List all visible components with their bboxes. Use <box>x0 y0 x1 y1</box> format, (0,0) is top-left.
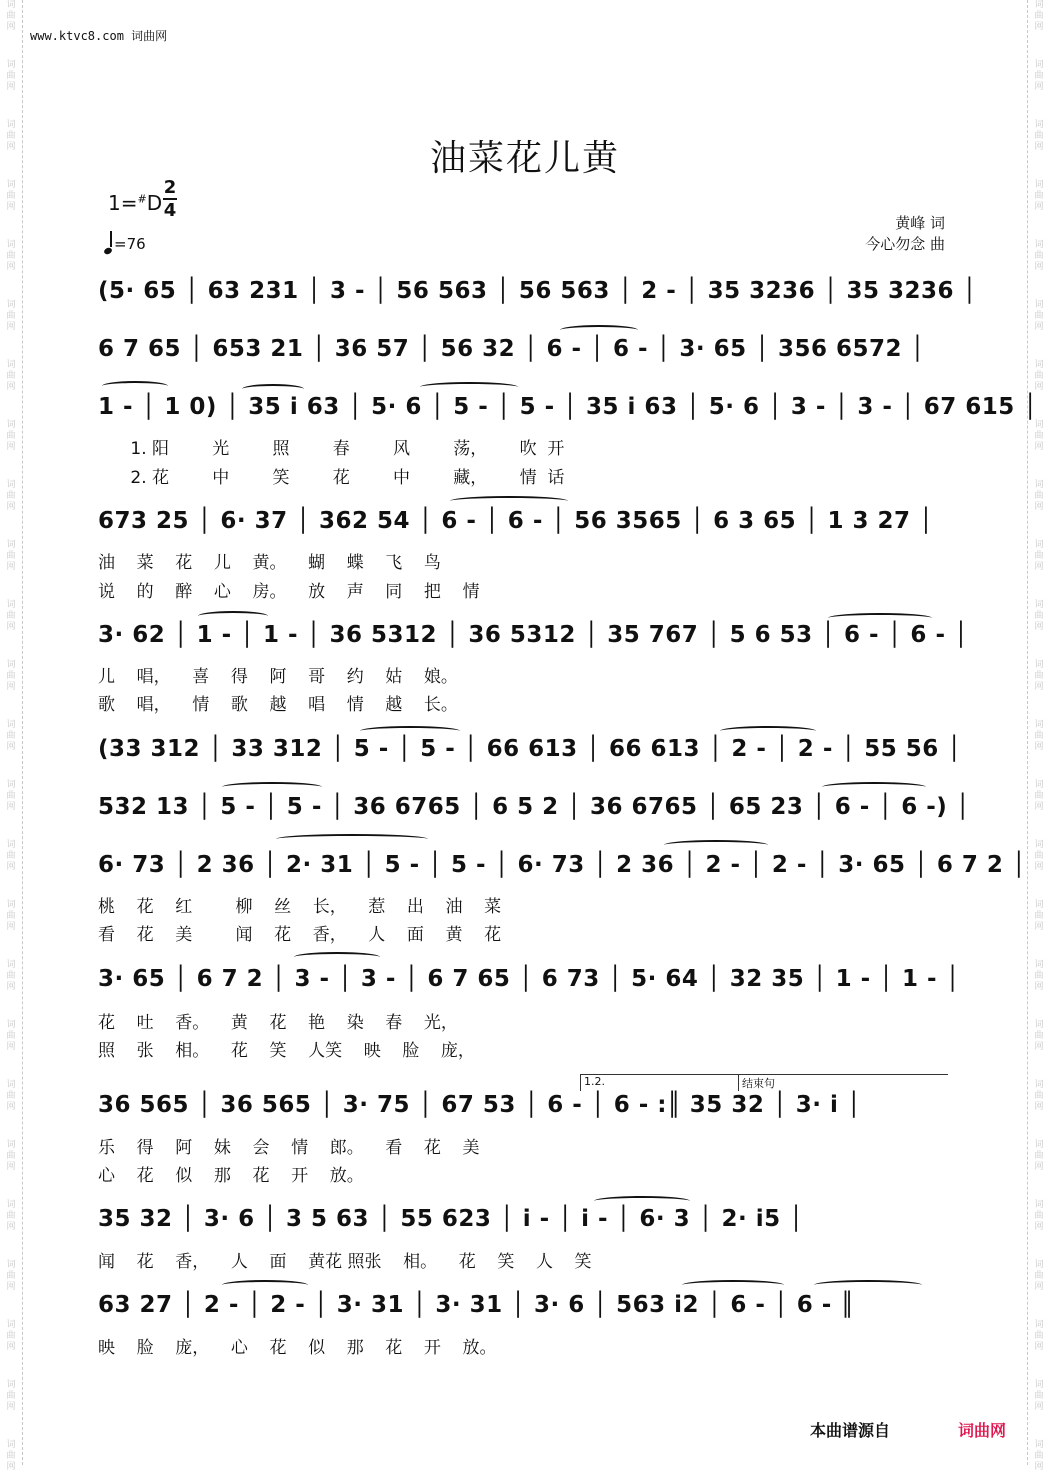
slur-mark <box>360 726 460 736</box>
lyric-line: 1. 阳 光 照 春 风 荡， 吹 开 <box>98 439 565 459</box>
score-line-12: 63 27 │ 2 - │ 2 - │ 3· 31 │ 3· 31 │ 3· 6 │ 563 i2 │ 6 - │ 6 - ║ <box>98 1292 855 1318</box>
slur-mark <box>682 1280 784 1290</box>
slur-mark <box>420 382 518 392</box>
watermark-text: 词 曲 网 <box>6 900 16 932</box>
watermark-text: 词 曲 网 <box>1034 1260 1044 1292</box>
footer-source-label: 本曲谱源自 <box>810 1421 891 1440</box>
slur-mark <box>560 325 638 335</box>
watermark-text: 词 曲 网 <box>6 600 16 632</box>
composer-credit: 今心勿念 曲 <box>865 235 945 253</box>
right-watermark-strip <box>1027 0 1050 1472</box>
slur-mark <box>198 611 268 621</box>
key-signature: 1=#D <box>108 191 163 215</box>
watermark-text: 词 曲 网 <box>1034 720 1044 752</box>
slur-mark <box>828 613 932 623</box>
watermark-text: 词 曲 网 <box>6 780 16 812</box>
watermark-text: 词 曲 网 <box>6 1380 16 1412</box>
lyricist-credit: 黄峰 词 <box>895 214 945 232</box>
lyric-line: 说 的 醉 心 房。 放 声 同 把 情 <box>98 582 480 602</box>
watermark-text: 词 曲 网 <box>1034 960 1044 992</box>
watermark-text: 词 曲 网 <box>6 300 16 332</box>
watermark-text: 词 曲 网 <box>6 180 16 212</box>
footer-brand-link[interactable]: 词曲网 <box>958 1421 1007 1440</box>
lyric-line: 儿 唱， 喜 得 阿 哥 约 姑 娘。 <box>98 667 458 687</box>
watermark-text: 词 曲 网 <box>6 1140 16 1172</box>
site-url: www.ktvc8.com 词曲网 <box>30 29 168 43</box>
slur-mark <box>222 782 322 792</box>
watermark-text: 词 曲 网 <box>1034 1440 1044 1472</box>
watermark-text: 词 曲 网 <box>6 0 16 32</box>
watermark-text: 词 曲 网 <box>1034 660 1044 692</box>
slur-mark <box>276 834 428 844</box>
slur-mark <box>222 1280 308 1290</box>
lyric-line: 花 吐 香。 黄 花 艳 染 春 光， <box>98 1013 458 1033</box>
lyric-line: 桃 花 红 柳 丝 长， 惹 出 油 菜 <box>98 897 502 917</box>
score-line-6: (33 312 │ 33 312 │ 5 - │ 5 - │ 66 613 │ 66 613 │ 2 - │ 2 - │ 55 56 │ <box>98 736 962 762</box>
slur-mark <box>594 1196 690 1206</box>
watermark-text: 词 曲 网 <box>6 1320 16 1352</box>
watermark-text: 词 曲 网 <box>1034 0 1044 32</box>
watermark-text: 词 曲 网 <box>6 840 16 872</box>
slur-mark <box>102 381 168 391</box>
watermark-text: 词 曲 网 <box>1034 360 1044 392</box>
score-line-7: 532 13 │ 5 - │ 5 - │ 36 6765 │ 6 5 2 │ 36 6765 │ 65 23 │ 6 - │ 6 -) │ <box>98 794 971 820</box>
ending-bracket: 结束句 <box>738 1074 948 1091</box>
watermark-text: 词 曲 网 <box>6 1200 16 1232</box>
score-line-3: 1 - │ 1 0) │ 35 i 63 │ 5· 6 │ 5 - │ 5 - │ 35 i 63 │ 5· 6 │ 3 - │ 3 - │ 67 615 │ <box>98 394 1038 420</box>
tempo-marking: =76 <box>104 233 146 253</box>
lyric-line: 歌 唱， 情 歌 越 唱 情 越 长。 <box>98 695 458 715</box>
watermark-text: 词 曲 网 <box>6 540 16 572</box>
score-line-9: 3· 65 │ 6 7 2 │ 3 - │ 3 - │ 6 7 65 │ 6 73 │ 5· 64 │ 32 35 │ 1 - │ 1 - │ <box>98 966 960 992</box>
watermark-text: 词 曲 网 <box>6 660 16 692</box>
watermark-text: 词 曲 网 <box>6 1020 16 1052</box>
watermark-text: 词 曲 网 <box>6 1080 16 1112</box>
time-signature: 2 4 <box>163 177 177 221</box>
score-line-4: 673 25 │ 6· 37 │ 362 54 │ 6 - │ 6 - │ 56 3565 │ 6 3 65 │ 1 3 27 │ <box>98 508 934 534</box>
score-line-8: 6· 73 │ 2 36 │ 2· 31 │ 5 - │ 5 - │ 6· 73 │ 2 36 │ 2 - │ 2 - │ 3· 65 │ 6 7 2 │ <box>98 852 1027 878</box>
watermark-text: 词 曲 网 <box>1034 1320 1044 1352</box>
watermark-text: 词 曲 网 <box>6 1440 16 1472</box>
lyric-line: 油 菜 花 儿 黄。 蝴 蝶 飞 鸟 <box>98 553 441 573</box>
slur-mark <box>450 496 568 506</box>
watermark-text: 词 曲 网 <box>6 420 16 452</box>
watermark-text: 词 曲 网 <box>1034 1380 1044 1412</box>
slur-mark <box>822 782 926 792</box>
lyric-line: 乐 得 阿 妹 会 情 郎。 看 花 美 <box>98 1138 480 1158</box>
watermark-text: 词 曲 网 <box>1034 120 1044 152</box>
song-title: 油菜花儿黄 <box>429 138 620 179</box>
watermark-text: 词 曲 网 <box>6 1260 16 1292</box>
watermark-text: 词 曲 网 <box>1034 180 1044 212</box>
watermark-text: 词 曲 网 <box>1034 840 1044 872</box>
watermark-text: 词 曲 网 <box>1034 1200 1044 1232</box>
lyric-line: 看 花 美 闻 花 香， 人 面 黄 花 <box>98 925 502 945</box>
watermark-text: 词 曲 网 <box>1034 540 1044 572</box>
lyric-line: 闻 花 香， 人 面 黄花 照张 相。 花 笑 人 笑 <box>98 1252 592 1272</box>
watermark-text: 词 曲 网 <box>6 240 16 272</box>
slur-mark <box>242 384 304 394</box>
slur-mark <box>664 840 768 850</box>
watermark-text: 词 曲 网 <box>6 60 16 92</box>
watermark-text: 词 曲 网 <box>1034 420 1044 452</box>
watermark-text: 词 曲 网 <box>1034 240 1044 272</box>
watermark-text: 词 曲 网 <box>6 960 16 992</box>
lyric-line: 2. 花 中 笑 花 中 藏， 情 话 <box>98 468 565 488</box>
lyric-line: 映 脸 庞， 心 花 似 那 花 开 放。 <box>98 1338 497 1358</box>
score-line-1: (5· 65 │ 63 231 │ 3 - │ 56 563 │ 56 563 │ 2 - │ 35 3236 │ 35 3236 │ <box>98 278 977 304</box>
lyric-line: 心 花 似 那 花 开 放。 <box>98 1166 364 1186</box>
watermark-text: 词 曲 网 <box>1034 780 1044 812</box>
watermark-text: 词 曲 网 <box>1034 1080 1044 1112</box>
left-watermark-strip <box>0 0 23 1472</box>
slur-mark <box>294 952 380 962</box>
score-line-2: 6 7 65 │ 653 21 │ 36 57 │ 56 32 │ 6 - │ 6 - │ 3· 65 │ 356 6572 │ <box>98 336 925 362</box>
slur-mark <box>720 726 816 736</box>
slur-mark <box>814 1280 922 1290</box>
watermark-text: 词 曲 网 <box>1034 480 1044 512</box>
score-line-5: 3· 62 │ 1 - │ 1 - │ 36 5312 │ 36 5312 │ 35 767 │ 5 6 53 │ 6 - │ 6 - │ <box>98 622 969 648</box>
watermark-text: 词 曲 网 <box>6 720 16 752</box>
watermark-text: 词 曲 网 <box>6 120 16 152</box>
quarter-note-icon <box>103 247 113 256</box>
watermark-text: 词 曲 网 <box>1034 1140 1044 1172</box>
watermark-text: 词 曲 网 <box>1034 1020 1044 1052</box>
score-line-11: 35 32 │ 3· 6 │ 3 5 63 │ 55 623 │ i - │ i - │ 6· 3 │ 2· i5 │ <box>98 1206 804 1232</box>
score-line-10: 36 565 │ 36 565 │ 3· 75 │ 67 53 │ 6 - │ 6 - :║ 35 32 │ 3· i │ <box>98 1092 862 1118</box>
watermark-text: 词 曲 网 <box>1034 300 1044 332</box>
watermark-text: 词 曲 网 <box>6 360 16 392</box>
first-ending-bracket: 1.2. <box>580 1074 738 1091</box>
lyric-line: 照 张 相。 花 笑 人笑 映 脸 庞， <box>98 1041 475 1061</box>
watermark-text: 词 曲 网 <box>1034 60 1044 92</box>
watermark-text: 词 曲 网 <box>1034 600 1044 632</box>
watermark-text: 词 曲 网 <box>6 480 16 512</box>
watermark-text: 词 曲 网 <box>1034 900 1044 932</box>
